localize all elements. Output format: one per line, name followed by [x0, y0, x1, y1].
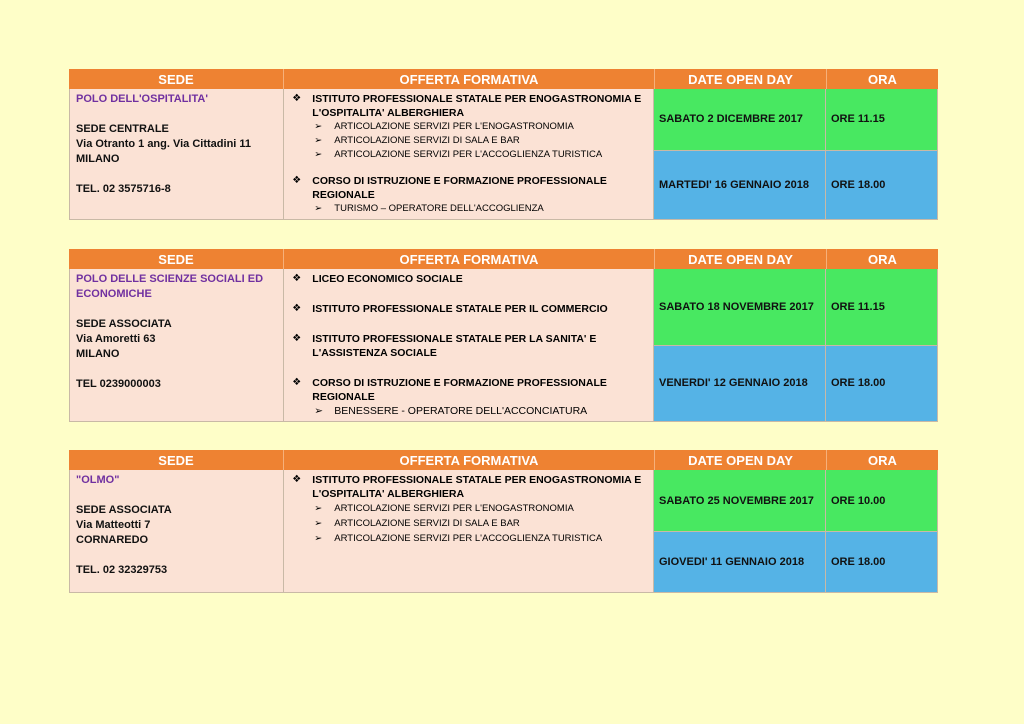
dates-column [654, 470, 937, 592]
header-ora: ORA [868, 71, 897, 87]
date-row [654, 150, 937, 219]
header-date: DATE OPEN DAY [655, 450, 827, 470]
sede-cell [70, 89, 284, 219]
open-day-date: SABATO 25 NOVEMBRE 2017 [654, 470, 826, 531]
header-date: DATE OPEN DAY [655, 249, 827, 269]
sede-name: "OLMO" [76, 474, 120, 486]
arrow-bullet-icon: ➢ [314, 503, 323, 514]
date-row [654, 345, 937, 422]
date-row [654, 470, 937, 531]
diamond-bullet-icon: ❖ [292, 273, 302, 284]
arrow-bullet-icon: ➢ [314, 149, 323, 160]
list-item: ❖ LICEO ECONOMICO SOCIALE [292, 273, 463, 285]
offerta-cell [284, 269, 654, 421]
diamond-bullet-icon: ❖ [292, 175, 302, 186]
sede-city: MILANO [76, 348, 120, 360]
header-sede: SEDE [69, 69, 284, 89]
list-item: ➢ ARTICOLAZIONE SERVIZI PER L'ENOGASTRONOMIA [314, 121, 574, 132]
arrow-bullet-icon: ➢ [314, 533, 323, 544]
open-day-date: SABATO 2 DICEMBRE 2017 [654, 89, 826, 150]
sede-phone: TEL. 02 32329753 [76, 564, 168, 576]
open-day-date: MARTEDI' 16 GENNAIO 2018 [654, 151, 826, 219]
sede-city: CORNAREDO [76, 534, 149, 546]
sede-type: SEDE ASSOCIATA [76, 318, 172, 330]
list-item: ❖ ISTITUTO PROFESSIONALE STATALE PER LA SANITA' E L'ASSISTENZA SOCIALE [292, 333, 597, 359]
diamond-bullet-icon: ❖ [292, 303, 302, 314]
list-item: ➢ BENESSERE - OPERATORE DELL'ACCONCIATURA [314, 405, 588, 417]
list-item: ➢ ARTICOLAZIONE SERVIZI DI SALA E BAR [314, 135, 520, 146]
header-offerta: OFFERTA FORMATIVA [284, 450, 655, 470]
open-day-date: VENERDI' 12 GENNAIO 2018 [654, 346, 826, 422]
list-item: ❖ ISTITUTO PROFESSIONALE STATALE PER ENOGASTRONOMIA E L'OSPITALITA' ALBERGHIERA [292, 93, 642, 119]
open-day-time: ORE 11.15 [831, 113, 885, 126]
header-sede: SEDE [69, 249, 284, 269]
sede-address: Via Otranto 1 ang. Via Cittadini 11 [76, 138, 252, 150]
header-date: DATE OPEN DAY [655, 69, 827, 89]
table-header [69, 450, 938, 470]
diamond-bullet-icon: ❖ [292, 474, 302, 485]
sede-cell [70, 269, 284, 421]
date-row [654, 269, 937, 345]
sede-cell [70, 470, 284, 592]
header-ora: ORA [868, 452, 897, 468]
date-row [654, 89, 937, 150]
diamond-bullet-icon: ❖ [292, 93, 302, 104]
open-day-time: ORE 18.00 [831, 556, 886, 569]
sede-name: POLO DELL'OSPITALITA' [76, 93, 208, 105]
open-day-table-2 [69, 249, 938, 422]
header-sede: SEDE [69, 450, 284, 470]
arrow-bullet-icon: ➢ [314, 121, 323, 132]
list-item: ❖ ISTITUTO PROFESSIONALE STATALE PER ENOGASTRONOMIA E L'OSPITALITA' ALBERGHIERA [292, 474, 642, 500]
list-item: ➢ ARTICOLAZIONE SERVIZI DI SALA E BAR [314, 518, 520, 529]
dates-column [654, 89, 937, 219]
list-item: ➢ TURISMO – OPERATORE DELL'ACCOGLIENZA [314, 203, 544, 214]
open-day-table-3 [69, 450, 938, 593]
sede-address: Via Matteotti 7 [76, 519, 151, 531]
list-item: ➢ ARTICOLAZIONE SERVIZI PER L'ENOGASTRONOMIA [314, 503, 574, 514]
arrow-bullet-icon: ➢ [314, 518, 323, 529]
sede-address: Via Amoretti 63 [76, 333, 156, 345]
sede-city: MILANO [76, 153, 120, 165]
open-day-date: SABATO 18 NOVEMBRE 2017 [654, 269, 826, 345]
open-day-time: ORE 11.15 [831, 300, 885, 313]
list-item: ➢ ARTICOLAZIONE SERVIZI PER L'ACCOGLIENZA TURISTICA [314, 149, 603, 160]
arrow-bullet-icon: ➢ [314, 135, 323, 146]
sede-type: SEDE ASSOCIATA [76, 504, 172, 516]
sede-type: SEDE CENTRALE [76, 123, 169, 135]
open-day-date: GIOVEDI' 11 GENNAIO 2018 [654, 532, 826, 592]
header-offerta: OFFERTA FORMATIVA [284, 249, 655, 269]
table-header [69, 249, 938, 269]
list-item: ➢ ARTICOLAZIONE SERVIZI PER L'ACCOGLIENZA TURISTICA [314, 533, 603, 544]
sede-name: POLO DELLE SCIENZE SOCIALI ED ECONOMICHE [76, 273, 264, 300]
open-day-time: ORE 18.00 [831, 377, 886, 390]
arrow-bullet-icon: ➢ [314, 405, 324, 417]
diamond-bullet-icon: ❖ [292, 333, 302, 344]
open-day-time: ORE 18.00 [831, 178, 886, 191]
sede-phone: TEL 0239000003 [76, 378, 161, 390]
date-row [654, 531, 937, 592]
dates-column [654, 269, 937, 421]
offerta-cell [284, 89, 654, 219]
arrow-bullet-icon: ➢ [314, 203, 323, 214]
list-item: ❖ CORSO DI ISTRUZIONE E FORMAZIONE PROFESSIONALE REGIONALE [292, 175, 607, 201]
open-day-table-1 [69, 69, 938, 220]
offerta-cell [284, 470, 654, 592]
list-item: ❖ ISTITUTO PROFESSIONALE STATALE PER IL COMMERCIO [292, 303, 608, 315]
table-header [69, 69, 938, 89]
header-ora: ORA [868, 251, 897, 267]
header-offerta: OFFERTA FORMATIVA [284, 69, 655, 89]
diamond-bullet-icon: ❖ [292, 377, 302, 388]
list-item: ❖ CORSO DI ISTRUZIONE E FORMAZIONE PROFESSIONALE REGIONALE [292, 377, 607, 403]
sede-phone: TEL. 02 3575716-8 [76, 183, 171, 195]
open-day-time: ORE 10.00 [831, 494, 886, 507]
